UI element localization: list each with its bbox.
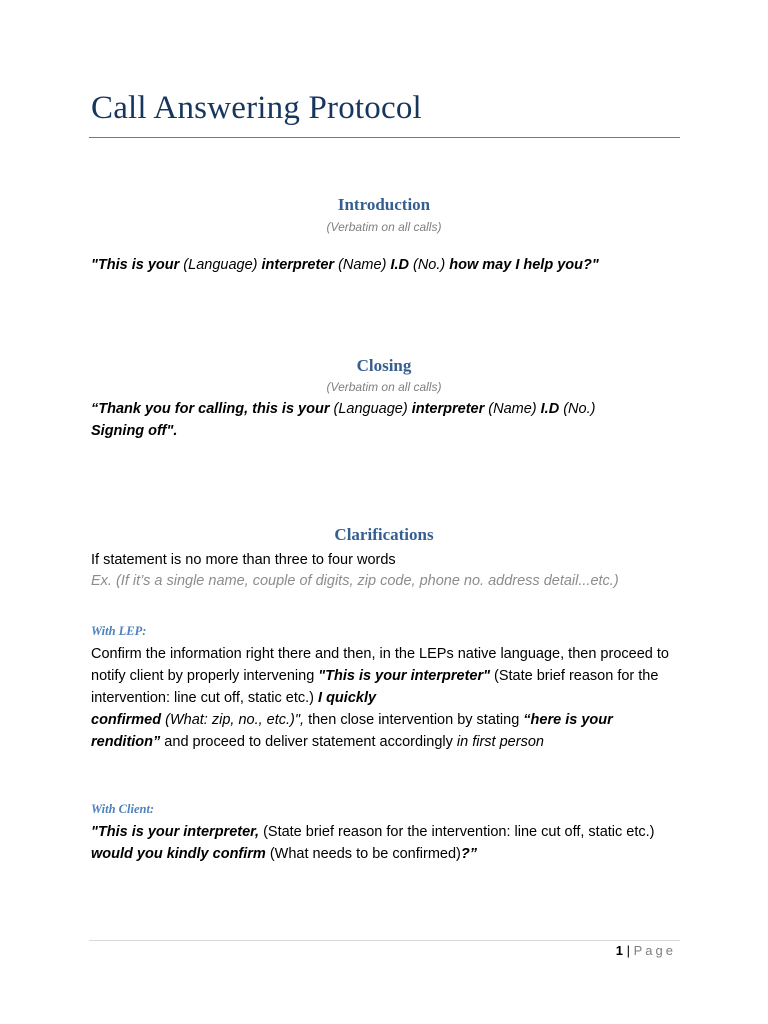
text-run: in first person xyxy=(456,734,544,750)
clarifications-heading: Clarifications xyxy=(334,525,434,544)
text-run: (No.) xyxy=(563,401,596,417)
text-run: I.D xyxy=(390,257,413,273)
text-run: confirmed xyxy=(91,712,166,728)
text-run: (Language) xyxy=(183,257,262,273)
text-run: "This is your xyxy=(91,257,184,273)
text-run: (What needs to be confirmed) xyxy=(269,846,461,862)
text-run: Signing off". xyxy=(91,423,178,439)
with-client-label: With Client: xyxy=(91,802,155,816)
text-run: ?” xyxy=(460,846,477,862)
text-run: "This is your interpreter, xyxy=(91,824,264,840)
page-separator: | xyxy=(623,943,634,958)
text-run: would you kindly confirm xyxy=(91,846,270,862)
footer-divider xyxy=(89,940,680,941)
text-run: (Name) xyxy=(338,257,391,273)
introduction-line xyxy=(91,254,681,276)
with-lep-label: With LEP: xyxy=(91,624,147,638)
closing-line xyxy=(91,398,681,442)
introduction-heading: Introduction xyxy=(337,195,431,214)
text-run: (State brief reason for the intervention: line cut off, static etc.) xyxy=(91,668,659,706)
text-run: "This is your interpreter" xyxy=(318,668,490,684)
page-number: 1 xyxy=(615,943,624,958)
clarifications-example: Ex. (If it’s a single name, couple of digits, zip code, phone no. address detail...etc.) xyxy=(91,573,619,589)
closing-heading: Closing xyxy=(356,356,412,375)
text-run: interpreter xyxy=(411,401,489,417)
text-run: I quickly xyxy=(318,690,377,706)
clarifications-statement: If statement is no more than three to four words xyxy=(91,552,396,568)
text-run: then close intervention by stating xyxy=(308,712,524,728)
text-run: (Name) xyxy=(488,401,541,417)
text-run: I.D xyxy=(540,401,564,417)
text-run: interpreter xyxy=(261,257,339,273)
introduction-note: (Verbatim on all calls) xyxy=(326,220,442,234)
page-footer xyxy=(616,943,676,958)
text-run: (State brief reason for the intervention: line cut off, static etc.) xyxy=(263,824,655,840)
page-word: Page xyxy=(633,943,676,958)
with-client-text xyxy=(91,821,681,865)
text-run: how may I help you?" xyxy=(449,257,599,273)
text-run: and proceed to deliver statement accordingly xyxy=(160,734,457,750)
text-run: “Thank you for calling, this is your xyxy=(91,401,334,417)
text-run: (Language) xyxy=(333,401,412,417)
text-run: (What: zip, no., etc.)", xyxy=(165,712,309,728)
text-run: “here is your rendition” xyxy=(91,712,613,750)
with-lep-text xyxy=(91,643,681,753)
page-title: Call Answering Protocol xyxy=(91,90,422,126)
title-divider xyxy=(89,137,680,138)
text-run: Confirm the information right there and then, in the LEPs native language, then proceed to notify client by properly intervening xyxy=(91,646,669,684)
closing-note: (Verbatim on all calls) xyxy=(326,380,442,394)
text-run: (No.) xyxy=(413,257,450,273)
